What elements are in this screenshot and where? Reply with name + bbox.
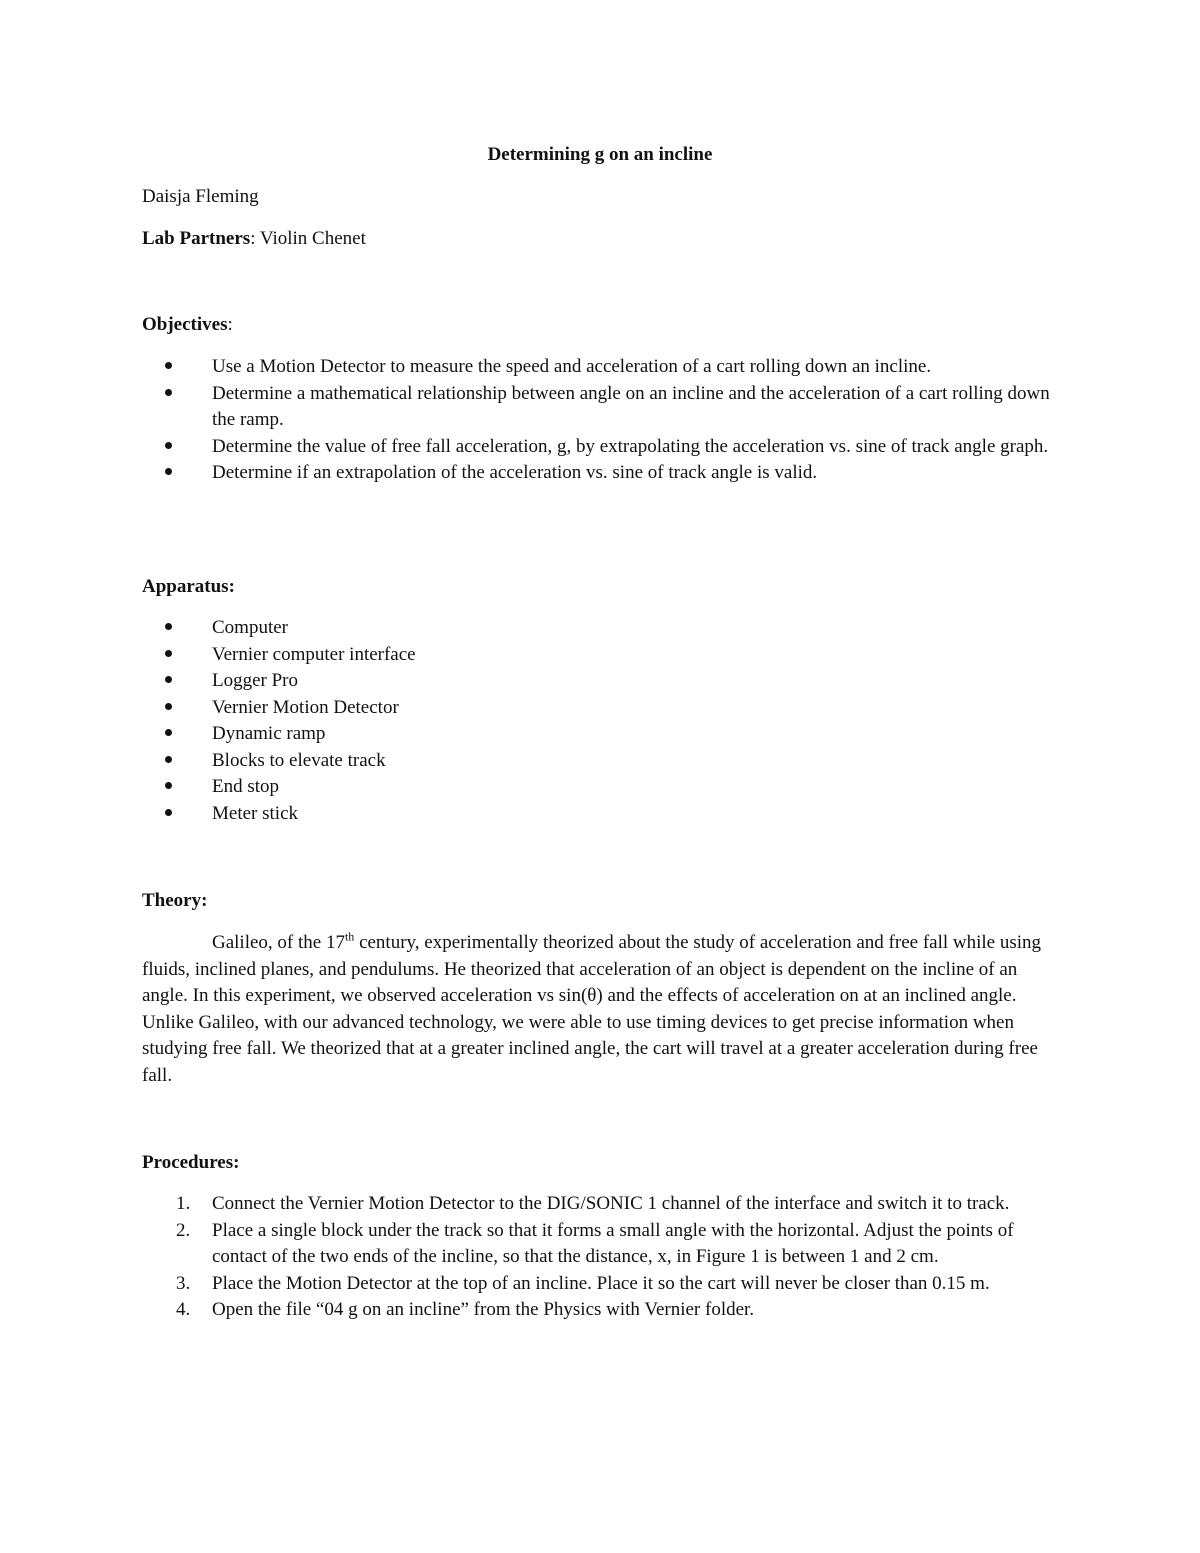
bullet-icon bbox=[142, 460, 194, 487]
list-item: 1. Connect the Vernier Motion Detector to the DIG/SONIC 1 channel of the interface and switch it to track. bbox=[142, 1191, 1062, 1218]
list-item: Computer bbox=[142, 615, 1062, 642]
theory-paragraph: Galileo, of the 17th century, experimentally theorized about the study of acceleration and free fall while using fluids, inclined planes, and pendulums. He theorized that acceleration of an object is dependent on the incline of an angle. In this experiment, we observed acceleration vs sin(θ) and the effects of acceleration on at an inclined angle. Unlike Galileo, with our advanced technology, we were able to use timing devices to get precise information when studying free fall. We theorized that at a greater inclined angle, the cart will travel at a greater acceleration during free fall. bbox=[142, 929, 1042, 1086]
list-item: Determine the value of free fall acceleration, g, by extrapolating the acceleration vs. sine of track angle graph. bbox=[142, 434, 1062, 461]
bullet-icon bbox=[142, 668, 194, 695]
objectives-heading-line bbox=[142, 312, 233, 338]
bullet-icon bbox=[142, 642, 194, 669]
bullet-icon bbox=[142, 748, 194, 775]
lab-partners-value: : Violin Chenet bbox=[250, 228, 366, 249]
theory-heading: Theory: bbox=[142, 890, 208, 911]
objectives-heading-suffix: : bbox=[227, 314, 233, 335]
list-number: 1. bbox=[176, 1193, 191, 1214]
list-item: Logger Pro bbox=[142, 668, 1062, 695]
list-item: Vernier computer interface bbox=[142, 642, 1062, 669]
list-item: Determine a mathematical relationship between angle on an incline and the acceleration of a cart rolling down the ramp. bbox=[142, 381, 1062, 434]
lab-partners-label: Lab Partners bbox=[142, 228, 251, 249]
list-number: 3. bbox=[176, 1272, 191, 1294]
bullet-icon bbox=[142, 721, 194, 748]
bullet-icon bbox=[142, 354, 194, 381]
list-item: 3. Place the Motion Detector at the top of an incline. Place it so the cart will never be closer than 0.15 m. bbox=[142, 1271, 1062, 1298]
bullet-icon bbox=[142, 774, 194, 801]
list-item: 4. Open the file “04 g on an incline” from the Physics with Vernier folder. bbox=[142, 1297, 1062, 1324]
bullet-icon bbox=[142, 615, 194, 642]
apparatus-list bbox=[142, 615, 1062, 827]
list-item: Meter stick bbox=[142, 801, 1062, 828]
list-item: Use a Motion Detector to measure the speed and acceleration of a cart rolling down an incline. bbox=[142, 354, 1062, 381]
list-item: Determine if an extrapolation of the acceleration vs. sine of track angle is valid. bbox=[142, 460, 1062, 487]
list-item: Vernier Motion Detector bbox=[142, 695, 1062, 722]
apparatus-heading: Apparatus: bbox=[142, 576, 235, 597]
bullet-icon bbox=[142, 801, 194, 828]
lab-partners-line bbox=[142, 226, 366, 252]
objectives-list bbox=[142, 354, 1062, 487]
bullet-icon bbox=[142, 695, 194, 722]
procedures-list bbox=[142, 1191, 1062, 1324]
bullet-icon bbox=[142, 434, 194, 461]
document-title: Determining g on an incline bbox=[487, 144, 713, 165]
list-item: End stop bbox=[142, 774, 1062, 801]
bullet-icon bbox=[142, 381, 194, 408]
objectives-heading: Objectives bbox=[142, 314, 228, 335]
list-item: 2. Place a single block under the track so that it forms a small angle with the horizontal. Adjust the points of contact of the two ends of the incline, so that the distance, x, in Figure 1 is between 1 and 2 cm. bbox=[176, 1219, 1014, 1267]
list-number: 4. bbox=[176, 1299, 191, 1320]
procedures-heading: Procedures: bbox=[142, 1152, 240, 1173]
list-item: Blocks to elevate track bbox=[142, 748, 1062, 775]
list-item: Dynamic ramp bbox=[142, 721, 1062, 748]
author-name: Daisja Fleming bbox=[142, 186, 259, 207]
list-number: 2. bbox=[176, 1219, 191, 1241]
